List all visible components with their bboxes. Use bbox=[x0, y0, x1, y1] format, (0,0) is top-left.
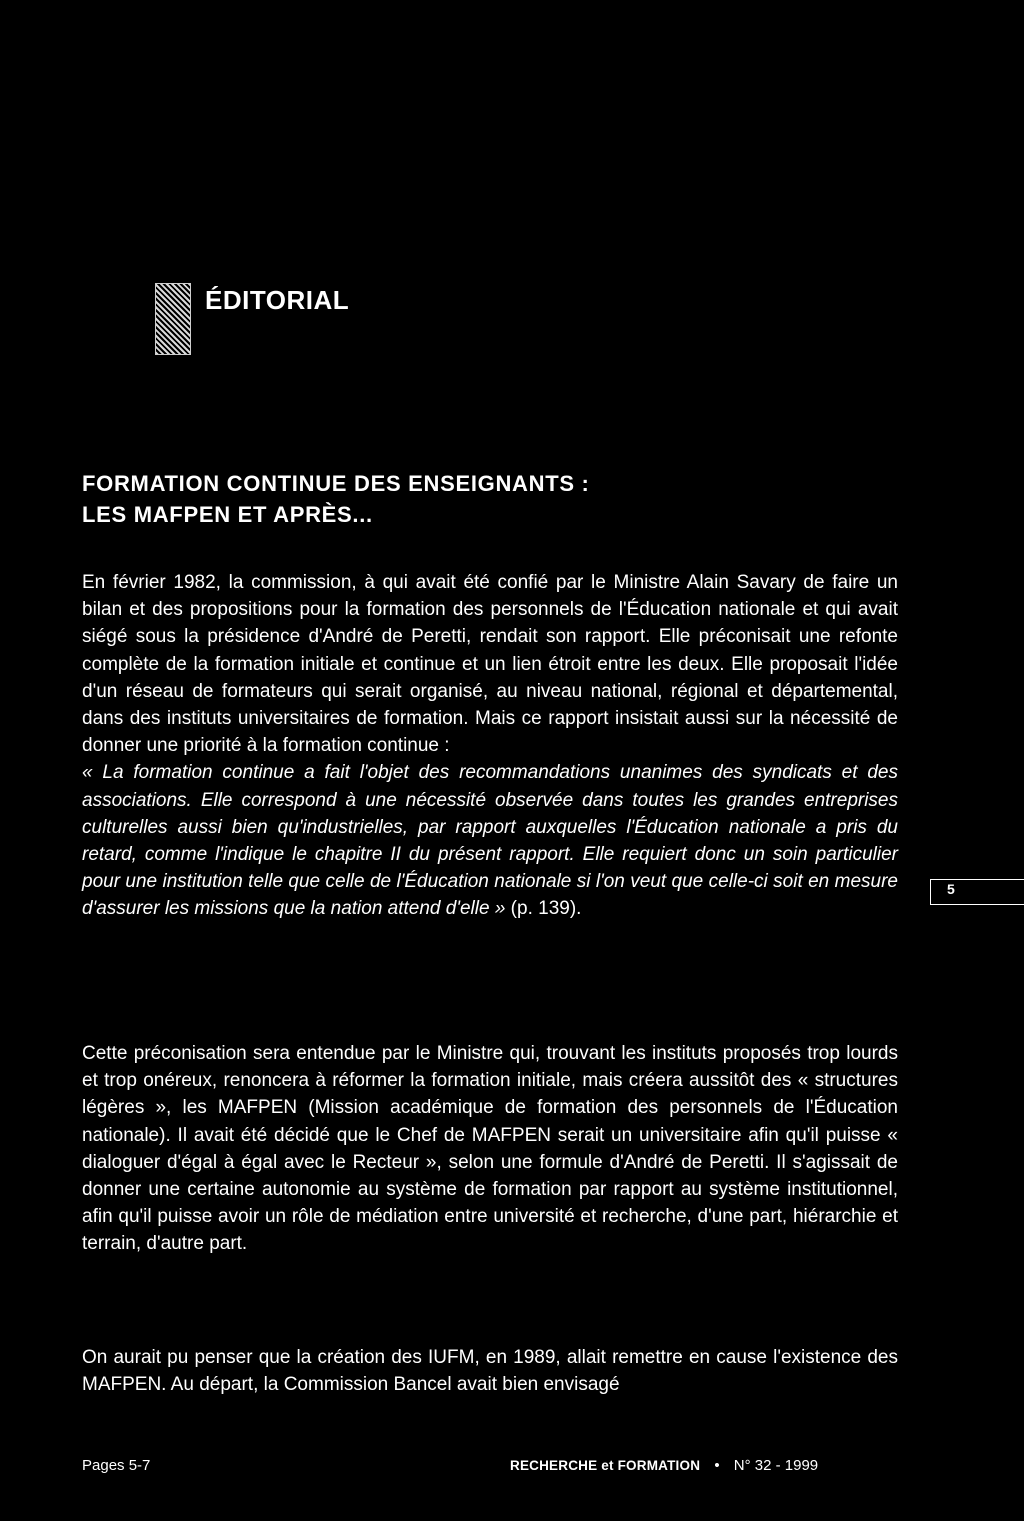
paragraph-1-text: En février 1982, la commission, à qui avait été confié par le Ministre Alain Savary de faire un bilan et des propositions pour la formation des personnels de l'Éducation nationale et qui avait siégé sous la présidence d'André de Peretti, rendait son rapport. Elle préconisait une refonte complète de la formation initiale et continue et un lien étroit entre les deux. Elle proposait l'idée d'un réseau de formateurs qui serait organisé, au niveau national, régional et départemental, dans des instituts universitaires de formation. Mais ce rapport insistait aussi sur la nécessité de donner une priorité à la formation continue : bbox=[82, 572, 898, 757]
footer-bullet: • bbox=[714, 1457, 720, 1474]
section-title: ÉDITORIAL bbox=[205, 285, 350, 315]
quotation: « La formation continue a fait l'objet des recommandations unanimes des syndicats et des associations. Elle correspond à une nécessité observée dans toutes les grandes entreprises culturelles aussi bien qu'industrielles, par rapport auxquelles l'Éducation nationale a pris du retard, comme l'indique le chapitre II du présent rapport. Elle requiert donc un soin particulier pour une institution telle que celle de l'Éducation nationale si l'on veut que celle-ci soit en mesure d'assurer les missions que la nation attend d'elle » bbox=[82, 762, 898, 920]
quotation-citation: (p. 139). bbox=[505, 898, 582, 920]
section-header bbox=[155, 283, 349, 355]
paragraph-2: Cette préconisation sera entendue par le Ministre qui, trouvant les instituts proposés trop lourds et trop onéreux, renoncera à réformer la formation initiale, mais créera aussitôt des « structures légères », les MAFPEN (Mission académique de formation des personnels de l'Éducation nationale). Il avait été décidé que le Chef de MAFPEN serait un universitaire afin qu'il puisse « dialoguer d'égal à égal avec le Recteur », selon une formule d'André de Peretti. Il s'agissait de donner une certaine autonomie au système de formation par rapport au système institutionnel, afin qu'il puisse avoir un rôle de médiation entre université et recherche, d'une part, hiérarchie et terrain, d'autre part. bbox=[82, 1043, 898, 1255]
paragraph-3: On aurait pu penser que la création des IUFM, en 1989, allait remettre en cause l'existence des MAFPEN. Au départ, la Commission Bancel avait bien envisagé bbox=[82, 1347, 898, 1396]
marker-bottom-rule bbox=[930, 904, 1024, 905]
marker-top-rule bbox=[930, 879, 1024, 880]
page-number-marker bbox=[930, 875, 1024, 909]
article-title-line-1: FORMATION CONTINUE DES ENSEIGNANTS : bbox=[82, 471, 590, 496]
footer-pages: Pages 5-7 bbox=[82, 1457, 151, 1474]
section-square-icon bbox=[155, 283, 191, 355]
article-title-line-2: LES MAFPEN ET APRÈS... bbox=[82, 502, 373, 527]
journal-name: RECHERCHE et FORMATION bbox=[510, 1458, 701, 1473]
marker-left-rule bbox=[930, 879, 931, 905]
page-number: 5 bbox=[947, 881, 955, 897]
footer-journal-info bbox=[510, 1458, 818, 1473]
issue-number: N° 32 - 1999 bbox=[733, 1457, 819, 1474]
paragraph-1 bbox=[82, 569, 898, 923]
article-title bbox=[82, 468, 902, 530]
